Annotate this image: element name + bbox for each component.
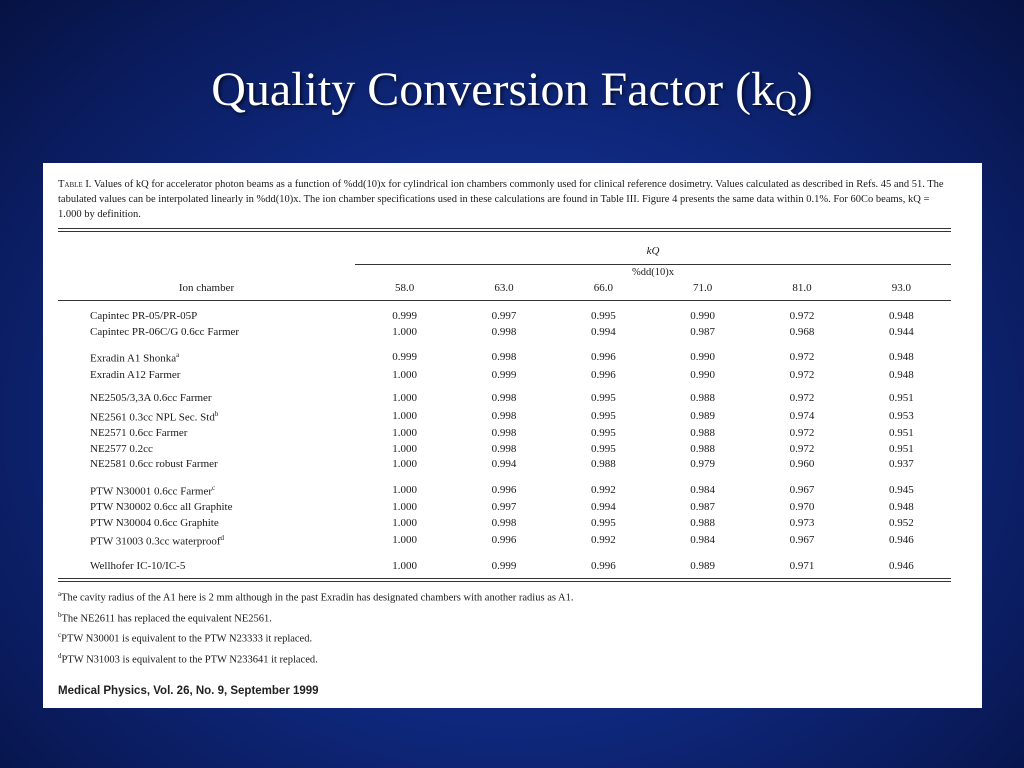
table-row	[58, 309, 951, 325]
kq-value-cell: 0.988	[590, 458, 616, 471]
table-row	[58, 391, 951, 407]
table-row	[58, 457, 951, 473]
table-row	[58, 368, 951, 384]
kq-value-cell: 0.952	[888, 516, 914, 529]
kq-value-cell: 0.953	[888, 409, 914, 422]
kq-value-cell: 0.995	[590, 310, 616, 323]
footnote: $^d$PTW N31003 is equivalent to the PTW N233641 it replaced.	[58, 651, 318, 666]
kq-value-cell: 0.988	[690, 442, 716, 455]
kq-value-cell: 0.995	[590, 516, 616, 529]
kq-value-cell: 0.996	[491, 534, 517, 547]
footnotes	[58, 586, 951, 668]
pdd-column-header: 81.0	[752, 281, 851, 301]
kq-value-cell: 0.996	[590, 559, 616, 572]
table-image-panel	[43, 163, 982, 708]
kq-value-cell: 0.998	[491, 427, 517, 440]
kq-value-cell: 1.000	[392, 516, 418, 529]
footnote-marker: c	[212, 483, 216, 492]
ion-chamber-name: Exradin A12 Farmer	[90, 368, 181, 381]
kq-value-cell: 0.951	[888, 392, 914, 405]
kq-value-cell: 0.996	[590, 368, 616, 381]
kq-value-cell: 0.987	[690, 325, 716, 338]
kq-value-cell: 0.972	[789, 310, 815, 323]
kq-value-cell: 1.000	[392, 392, 418, 405]
kq-header: kQ	[646, 245, 660, 258]
kq-value-cell: 0.988	[690, 427, 716, 440]
footnote: $^a$The cavity radius of the A1 here is 2 mm although in the past Exradin has designated chambers with another radius as A1.	[58, 590, 574, 604]
pdd-column-header: 71.0	[653, 281, 752, 301]
table-row	[58, 516, 951, 532]
slide-title: Quality Conversion Factor $(k_Q)$	[211, 63, 813, 118]
pdd-column-header: 63.0	[454, 281, 553, 301]
kq-value-cell: 1.000	[392, 483, 418, 496]
kq-value-cell: 0.984	[690, 534, 716, 547]
ion-chamber-name: NE2561 0.3cc NPL Sec. Std$^b$	[90, 409, 219, 424]
footnote-marker: d	[220, 534, 225, 543]
kq-value-cell: 0.998	[491, 392, 517, 405]
kq-value-cell: 0.990	[690, 368, 716, 381]
kq-value-cell: 0.972	[789, 351, 815, 364]
kq-value-cell: 0.999	[392, 351, 418, 364]
ion-chamber-name: Exradin A1 Shonka$^a$	[90, 351, 180, 366]
kq-value-cell: 0.988	[690, 516, 716, 529]
kq-value-cell: 0.996	[590, 351, 616, 364]
kq-value-cell: 0.948	[888, 310, 914, 323]
table-row	[58, 442, 951, 458]
ion-chamber-name: NE2581 0.6cc robust Farmer	[90, 458, 218, 471]
journal-citation: Medical Physics, Vol. 26, No. 9, September 1999	[58, 685, 319, 698]
table-row	[58, 481, 951, 500]
kq-value-cell: 0.997	[491, 501, 517, 514]
kq-value-cell: 1.000	[392, 442, 418, 455]
pdd-column-header: 66.0	[554, 281, 653, 301]
kq-value-cell: 0.979	[690, 458, 716, 471]
kq-value-cell: 0.998	[491, 409, 517, 422]
ion-chamber-header: Ion chamber	[58, 281, 355, 301]
kq-value-cell: 1.000	[392, 368, 418, 381]
kq-value-cell: 0.972	[789, 427, 815, 440]
table-row	[58, 325, 951, 341]
kq-value-cell: 0.989	[690, 409, 716, 422]
table-row	[58, 348, 951, 367]
kq-value-cell: 0.960	[789, 458, 815, 471]
ion-chamber-name: Capintec PR-06C/G 0.6cc Farmer	[90, 325, 240, 338]
footnote: $^b$The NE2611 has replaced the equivalent NE2561.	[58, 610, 272, 625]
footnote-marker: a	[176, 351, 180, 360]
kq-value-cell: 0.984	[690, 483, 716, 496]
kq-value-cell: 0.937	[888, 458, 914, 471]
kq-value-cell: 0.995	[590, 409, 616, 422]
table-caption	[58, 177, 951, 222]
kq-value-cell: 0.967	[789, 483, 815, 496]
kq-value-cell: 0.946	[888, 534, 914, 547]
kq-value-cell: 0.968	[789, 325, 815, 338]
kq-value-cell: 0.999	[491, 559, 517, 572]
kq-value-cell: 0.948	[888, 501, 914, 514]
title-subscript: Q	[775, 85, 797, 118]
kq-value-cell: 0.998	[491, 516, 517, 529]
kq-value-cell: 0.997	[491, 310, 517, 323]
kq-value-cell: 0.992	[590, 483, 616, 496]
kq-value-cell: 0.967	[789, 534, 815, 547]
kq-value-cell: 0.994	[491, 458, 517, 471]
pdd-column-header: 58.0	[355, 281, 454, 301]
kq-value-cell: 0.972	[789, 368, 815, 381]
ion-chamber-name: PTW N30001 0.6cc Farmer$^c$	[90, 483, 216, 498]
kq-value-cell: 0.948	[888, 351, 914, 364]
kq-value-cell: 0.972	[789, 442, 815, 455]
kq-value-cell: 0.995	[590, 442, 616, 455]
footnote-marker: b	[214, 409, 219, 418]
kq-value-cell: 0.995	[590, 427, 616, 440]
kq-value-cell: 0.989	[690, 559, 716, 572]
kq-value-cell: 0.998	[491, 325, 517, 338]
kq-value-cell: 0.973	[789, 516, 815, 529]
kq-value-cell: 0.992	[590, 534, 616, 547]
kq-value-cell: 1.000	[392, 534, 418, 547]
table-row	[58, 531, 951, 550]
kq-value-cell: 0.994	[590, 501, 616, 514]
kq-value-cell: 1.000	[392, 325, 418, 338]
kq-table	[58, 232, 951, 574]
kq-value-cell: 0.951	[888, 427, 914, 440]
ion-chamber-name: Wellhofer IC-10/IC-5	[90, 559, 186, 572]
kq-value-cell: 1.000	[392, 501, 418, 514]
table-row	[58, 559, 951, 575]
footnote: $^c$PTW N30001 is equivalent to the PTW N23333 it replaced.	[58, 631, 313, 645]
table-row	[58, 407, 951, 426]
ion-chamber-name: PTW 31003 0.3cc waterproof$^d$	[90, 534, 225, 548]
kq-value-cell: 0.994	[590, 325, 616, 338]
kq-value-cell: 0.999	[491, 368, 517, 381]
kq-value-cell: 0.970	[789, 501, 815, 514]
ion-chamber-name: NE2577 0.2cc	[90, 442, 153, 455]
kq-value-cell: 0.974	[789, 409, 815, 422]
kq-value-cell: 0.948	[888, 368, 914, 381]
kq-value-cell: 1.000	[392, 427, 418, 440]
ion-chamber-name: PTW N30004 0.6cc Graphite	[90, 516, 219, 529]
table-caption-label: Table I.	[58, 179, 92, 190]
kq-value-cell: 1.000	[392, 458, 418, 471]
kq-value-cell: 0.999	[392, 310, 418, 323]
kq-value-cell: 1.000	[392, 409, 418, 422]
pdd-header: %dd(10)x	[355, 265, 951, 281]
kq-value-cell: 0.996	[491, 483, 517, 496]
kq-value-cell: 0.944	[888, 325, 914, 338]
kq-value-cell: 0.987	[690, 501, 716, 514]
kq-value-cell: 0.971	[789, 559, 815, 572]
table-bottom-rule	[58, 578, 951, 582]
table-row	[58, 426, 951, 442]
ion-chamber-name: PTW N30002 0.6cc all Graphite	[90, 501, 233, 514]
kq-value-cell: 0.990	[690, 310, 716, 323]
kq-value-cell: 0.945	[888, 483, 914, 496]
kq-value-cell: 0.946	[888, 559, 914, 572]
table-caption-text: Values of kQ for accelerator photon beams as a function of %dd(10)x for cylindrical ion chambers commonly used for clinical reference dosimetry. Values calculated as described in Refs. 45 and 51. The tabulated values can be interpolated linearly in %dd(10)x. The ion chamber specifications used in these calculations are found in Table III. Figure 4 presents the same data within 0.1%. For 60Co beams, kQ = 1.000 by definition.	[58, 179, 944, 220]
kq-value-cell: 0.998	[491, 351, 517, 364]
ion-chamber-name: Capintec PR-05/PR-05P	[90, 310, 198, 323]
kq-value-cell: 0.995	[590, 392, 616, 405]
ion-chamber-name: NE2505/3,3A 0.6cc Farmer	[90, 392, 212, 405]
pdd-column-header: 93.0	[852, 281, 951, 301]
kq-value-cell: 0.988	[690, 392, 716, 405]
ion-chamber-name: NE2571 0.6cc Farmer	[90, 427, 188, 440]
kq-value-cell: 1.000	[392, 559, 418, 572]
kq-value-cell: 0.972	[789, 392, 815, 405]
table-row	[58, 500, 951, 516]
kq-value-cell: 0.951	[888, 442, 914, 455]
kq-value-cell: 0.998	[491, 442, 517, 455]
kq-value-cell: 0.990	[690, 351, 716, 364]
